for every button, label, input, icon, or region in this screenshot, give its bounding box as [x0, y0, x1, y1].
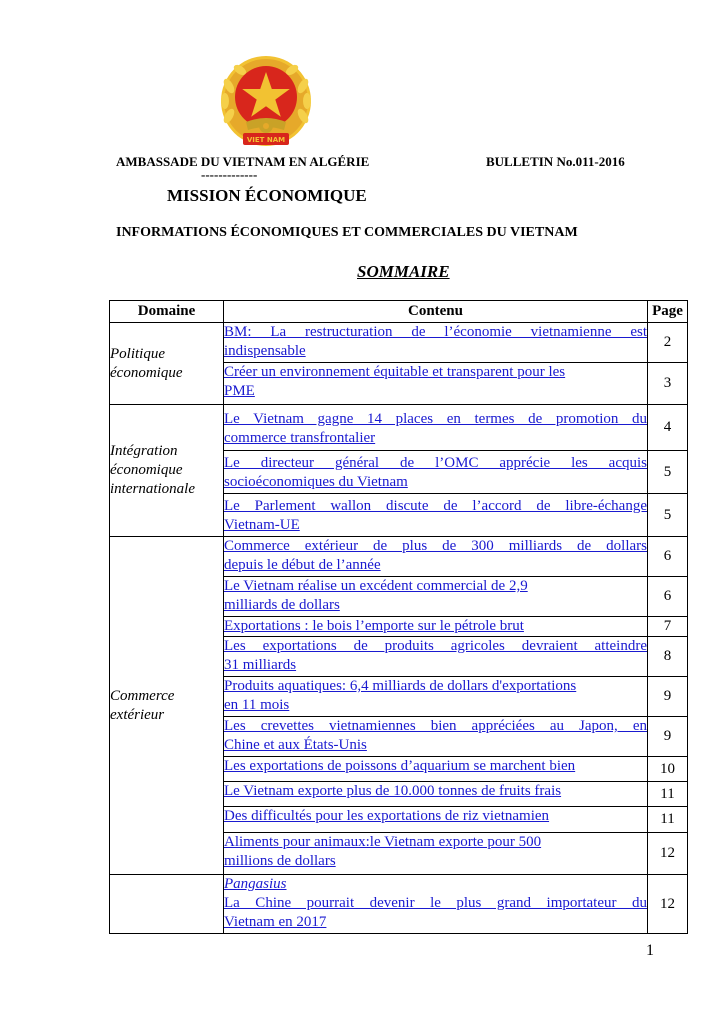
page-number: 8 — [648, 637, 688, 677]
toc-link[interactable]: Commerce extérieur de plus de 300 milliards de dollars depuis le début de l’année — [224, 538, 647, 573]
toc-entry[interactable] — [224, 537, 648, 577]
toc-entry[interactable] — [224, 617, 648, 637]
table-row — [110, 537, 688, 577]
toc-link[interactable]: Le Vietnam exporte plus de 10.000 tonnes de fruits frais — [224, 783, 562, 799]
page-number: 3 — [648, 363, 688, 405]
page-number: 9 — [648, 717, 688, 757]
page-number: 12 — [648, 833, 688, 875]
toc-entry[interactable] — [224, 323, 648, 363]
page-number: 4 — [648, 405, 688, 451]
page-number: 11 — [648, 782, 688, 807]
toc-entry[interactable] — [224, 807, 648, 833]
page-number: 10 — [648, 757, 688, 782]
subtitle: INFORMATIONS ÉCONOMIQUES ET COMMERCIALES DU VIETNAM — [116, 225, 578, 240]
table-row — [110, 405, 688, 451]
summary-table — [109, 300, 688, 934]
toc-link[interactable]: Exportations : le bois l’emporte sur le pétrole brut — [224, 618, 524, 634]
toc-link[interactable]: Les exportations de produits agricoles devraient atteindre 31 milliards — [224, 638, 647, 673]
page-number: 5 — [648, 494, 688, 537]
toc-link[interactable]: Aliments pour animaux:le Vietnam exporte pour 500 millions de dollars — [224, 834, 542, 869]
toc-link[interactable]: Le Vietnam réalise un excédent commercial de 2,9 milliards de dollars — [224, 578, 528, 613]
bulletin-number: BULLETIN No.011-2016 — [486, 154, 625, 169]
domain-politique: Politique économique — [110, 323, 224, 405]
toc-entry[interactable] — [224, 875, 648, 934]
header-domaine: Domaine — [110, 301, 224, 323]
domain-empty — [110, 875, 224, 934]
separator-dashes: ------------- — [201, 167, 258, 182]
toc-entry[interactable] — [224, 405, 648, 451]
table-row — [110, 875, 688, 934]
header-page: Page — [648, 301, 688, 323]
national-emblem — [216, 56, 316, 150]
page-number: 6 — [648, 537, 688, 577]
toc-entry[interactable] — [224, 677, 648, 717]
toc-entry[interactable] — [224, 717, 648, 757]
toc-link[interactable]: Le Vietnam gagne 14 places en termes de promotion du commerce transfrontalier — [224, 411, 647, 446]
page-number: 12 — [648, 875, 688, 934]
domain-commerce: Commerce extérieur — [110, 537, 224, 875]
toc-entry[interactable] — [224, 782, 648, 807]
emblem-banner-text: VIET NAM — [246, 136, 286, 144]
table-row — [110, 323, 688, 363]
toc-entry[interactable] — [224, 757, 648, 782]
toc-entry[interactable] — [224, 494, 648, 537]
embassy-name: AMBASSADE DU VIETNAM EN ALGÉRIE — [116, 154, 370, 169]
toc-link[interactable]: Le directeur général de l’OMC apprécie les acquis socioéconomiques du Vietnam — [224, 455, 647, 490]
page-number: 6 — [648, 577, 688, 617]
toc-entry[interactable] — [224, 577, 648, 617]
page-number: 7 — [648, 617, 688, 637]
page-number: 5 — [648, 451, 688, 494]
toc-link[interactable]: Pangasius La Chine pourrait devenir le plus grand importateur du Vietnam en 2017 — [224, 876, 647, 930]
mission-title: MISSION ÉCONOMIQUE — [167, 186, 367, 205]
toc-link[interactable]: Produits aquatiques: 6,4 milliards de dollars d'exportations en 11 mois — [224, 678, 577, 713]
toc-link[interactable]: Des difficultés pour les exportations de riz vietnamien — [224, 808, 550, 824]
page-number: 11 — [648, 807, 688, 833]
toc-link[interactable]: Le Parlement wallon discute de l’accord de libre-échange Vietnam-UE — [224, 498, 647, 533]
toc-link[interactable]: Les exportations de poissons d’aquarium se marchent bien — [224, 758, 576, 774]
toc-link[interactable]: Les crevettes vietnamiennes bien appréciées au Japon, en Chine et aux États-Unis — [224, 718, 647, 753]
toc-entry[interactable] — [224, 363, 648, 405]
toc-entry[interactable] — [224, 637, 648, 677]
page-footer-number: 1 — [646, 942, 654, 959]
page-number: 9 — [648, 677, 688, 717]
sommaire-heading: SOMMAIRE — [357, 262, 450, 281]
toc-link[interactable]: BM: La restructuration de l’économie vietnamienne est indispensable — [224, 324, 647, 359]
toc-link[interactable]: Créer un environnement équitable et transparent pour les PME — [224, 364, 566, 399]
table-header-row — [110, 301, 688, 323]
toc-entry[interactable] — [224, 833, 648, 875]
toc-entry[interactable] — [224, 451, 648, 494]
page-number: 2 — [648, 323, 688, 363]
header-contenu: Contenu — [224, 301, 648, 323]
domain-integration: Intégration économique internationale — [110, 405, 224, 537]
